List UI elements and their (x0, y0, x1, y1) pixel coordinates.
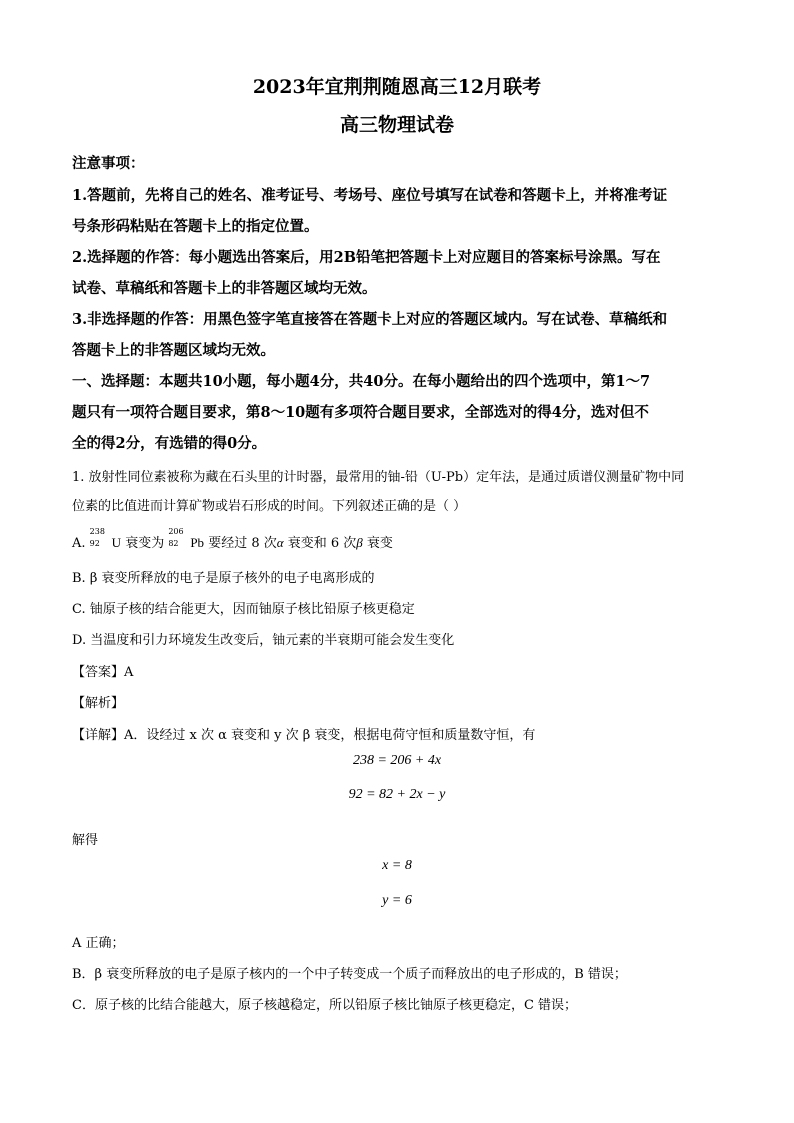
exam-title: 2023年宜荆荆随恩高三12月联考 (252, 76, 542, 98)
question-stem-1: 1. 放射性同位素被称为藏在石头里的计时器，最常用的铀-铅（U-Pb）定年法，是通过质谱仪测量矿物中同 (72, 470, 685, 485)
answer-label: 【答案】A (72, 665, 134, 680)
section-line-2: 题只有一项符合题目要求，第8～10题有多项符合题目要求，全部选对的得4分，选对但不 (72, 404, 649, 421)
lead-isotope: 206 82 (168, 527, 184, 548)
equation-4: y = 6 (382, 893, 412, 908)
section-line-3: 全的得2分，有选错的得0分。 (72, 435, 267, 452)
equation-3: x = 8 (382, 858, 412, 873)
option-c: C. 铀原子核的结合能更大，因而铀原子核比铅原子核更稳定 (72, 602, 415, 617)
uranium-isotope: 238 92 (89, 527, 105, 548)
notice-line-6: 答题卡上的非答题区域均无效。 (72, 342, 275, 359)
solve-label: 解得 (72, 833, 99, 848)
detail-line: 【详解】A．设经过 x 次 α 衰变和 y 次 β 衰变，根据电荷守恒和质量数守恒，有 (72, 728, 536, 743)
question-stem-2: 位素的比值进而计算矿物或岩石形成的时间。下列叙述正确的是（ ） (72, 499, 467, 514)
b-explanation-line: B．β 衰变所释放的电子是原子核内的一个中子转变成一个质子而释放出的电子形成的，B 错误； (72, 967, 627, 982)
exam-subtitle: 高三物理试卷 (339, 114, 454, 136)
notice-line-1: 1.答题前，先将自己的姓名、准考证号、考场号、座位号填写在试卷和答题卡上，并将准考证 (72, 187, 668, 204)
a-correct-line: A 正确； (72, 936, 125, 951)
option-d: D. 当温度和引力环境发生改变后，铀元素的半衰期可能会发生变化 (72, 633, 455, 648)
equation-1: 238 = 206 + 4x (352, 753, 442, 768)
notice-line-5: 3.非选择题的作答：用黑色签字笔直接答在答题卡上对应的答题区域内。写在试卷、草稿纸和 (72, 311, 668, 328)
section-line-1: 一、选择题：本题共10小题，每小题4分，共40分。在每小题给出的四个选项中，第1～7 (72, 373, 651, 390)
notice-line-4: 试卷、草稿纸和答题卡上的非答题区域均无效。 (72, 280, 377, 297)
analysis-label: 【解析】 (72, 696, 125, 711)
lead-symbol: Pb (190, 535, 205, 550)
notice-heading: 注意事项： (72, 155, 145, 172)
option-b: B. β 衰变所释放的电子是原子核外的电子电离形成的 (72, 571, 375, 586)
option-a-prefix: A. (72, 536, 86, 551)
equation-2: 92 = 82 + 2x − y (348, 787, 446, 802)
notice-line-2: 号条形码粘贴在答题卡上的指定位置。 (72, 218, 319, 235)
option-a: A. 238 92 U 衰变为 206 82 Pb 要经过 8 次α 衰变和 6 次β 衰变 (72, 527, 393, 551)
notice-line-3: 2.选择题的作答：每小题选出答案后，用2B铅笔把答题卡上对应题目的答案标号涂黑。写在 (72, 249, 661, 266)
c-explanation-line: C．原子核的比结合能越大，原子核越稳定，所以铅原子核比铀原子核更稳定，C 错误； (72, 998, 578, 1013)
uranium-symbol: U (111, 535, 122, 550)
